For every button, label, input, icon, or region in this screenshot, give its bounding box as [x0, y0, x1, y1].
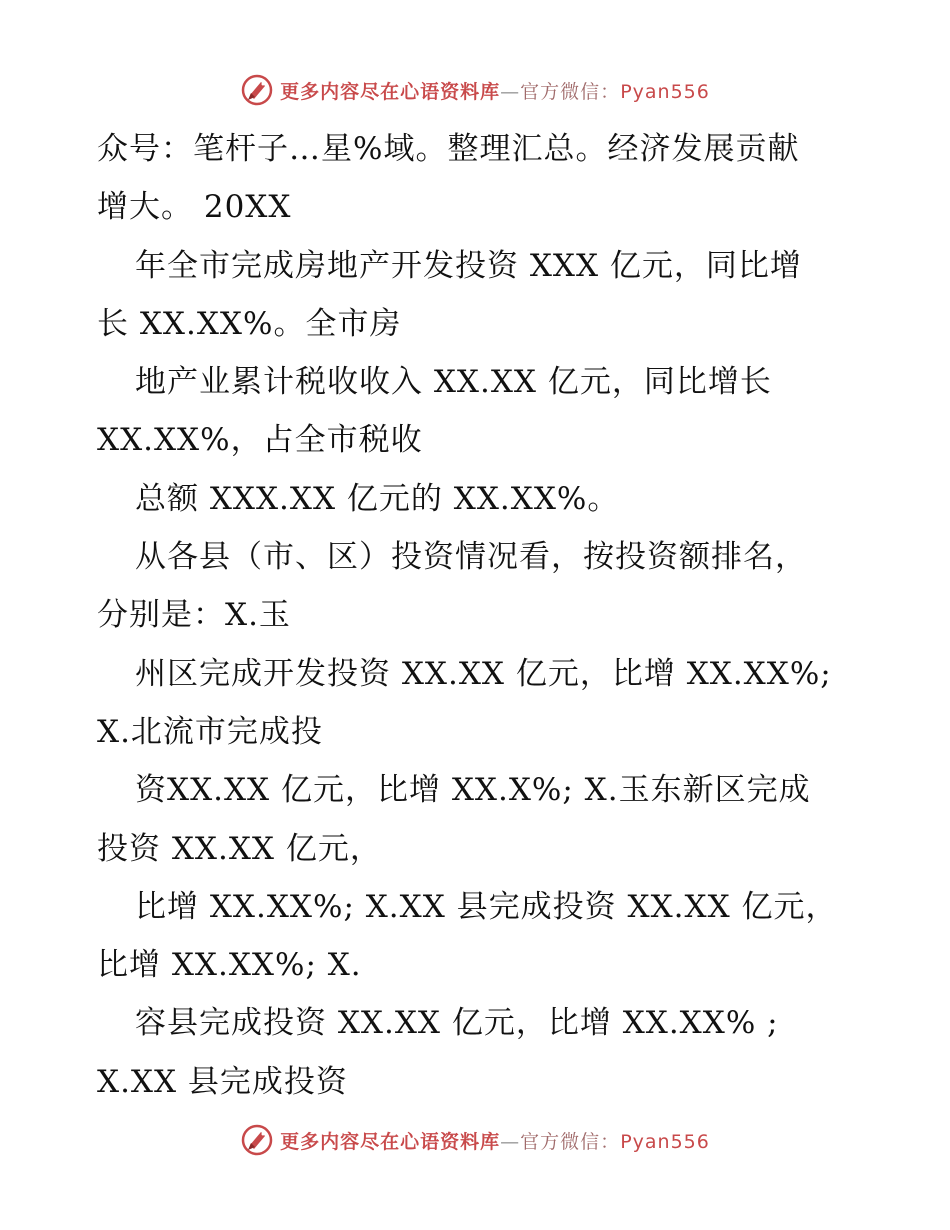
text-line: 州区完成开发投资 XX.XX 亿元，比增 XX.XX%;: [135, 655, 832, 692]
text-line: 年全市完成房地产开发投资 XXX 亿元，同比增: [135, 247, 802, 284]
text-line: 容县完成投资 XX.XX 亿元，比增 XX.XX% ;: [135, 1005, 779, 1042]
watermark-text: [280, 1127, 710, 1154]
pen-nib-circle-logo-icon: [240, 73, 274, 107]
text-line: 投资 XX.XX 亿元，: [97, 830, 382, 867]
watermark-wechat-id: Pyan556: [620, 1130, 710, 1153]
pen-nib-circle-logo-icon: [240, 1123, 274, 1157]
watermark-official-label: 官方微信：: [520, 80, 621, 103]
text-line: 分别是：X.玉: [97, 597, 291, 634]
header-watermark: [0, 70, 950, 110]
watermark-dash: —: [500, 80, 521, 103]
watermark-text: [280, 77, 710, 104]
text-line: 比增 XX.XX%; X.XX 县完成投资 XX.XX 亿元，: [135, 888, 838, 925]
text-line: 长 XX.XX%。全市房: [97, 305, 402, 342]
watermark-brand: 更多内容尽在心语资料库: [280, 1130, 501, 1153]
text-line: 资XX.XX 亿元，比增 XX.X%; X.玉东新区完成: [135, 772, 811, 809]
text-line: X.XX 县完成投资: [97, 1063, 348, 1100]
watermark-official-label: 官方微信：: [520, 1130, 621, 1153]
watermark-wechat-id: Pyan556: [620, 80, 710, 103]
watermark-dash: —: [500, 1130, 521, 1153]
text-line: 地产业累计税收收入 XX.XX 亿元，同比增长: [135, 364, 772, 401]
footer-watermark: [0, 1120, 950, 1160]
text-line: XX.XX%，占全市税收: [97, 422, 423, 459]
text-line: 众号：笔杆子…星%域。整理汇总。经济发展贡献: [97, 131, 800, 167]
watermark-brand: 更多内容尽在心语资料库: [280, 80, 501, 103]
text-line: 总额 XXX.XX 亿元的 XX.XX%。: [135, 480, 620, 517]
text-line: 增大。 20XX: [97, 189, 292, 226]
text-line: 从各县（市、区）投资情况看，按投资额排名，: [135, 539, 807, 576]
text-line: 比增 XX.XX%; X.: [97, 947, 362, 984]
document-body: [97, 120, 837, 1111]
text-line: X.北流市完成投: [97, 713, 323, 750]
